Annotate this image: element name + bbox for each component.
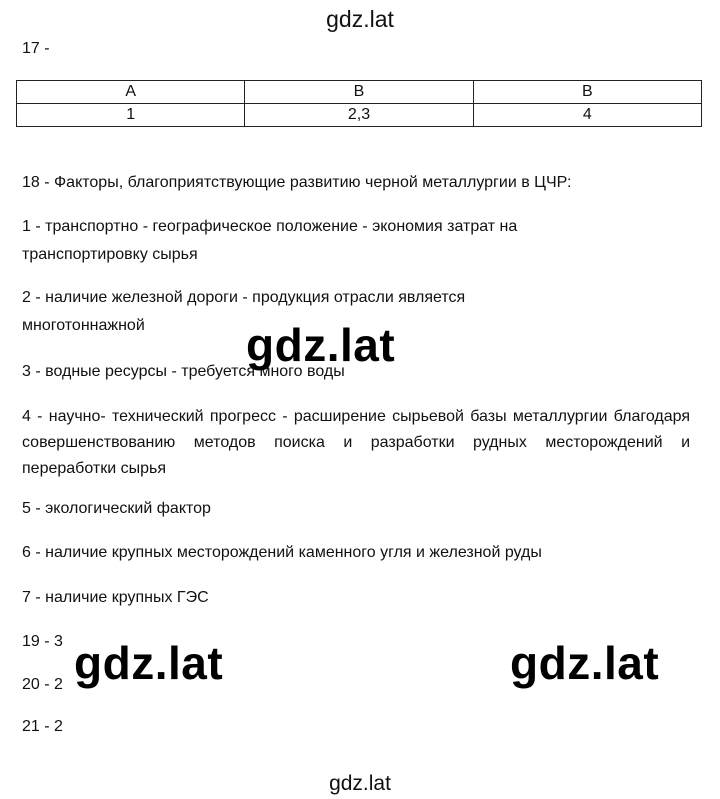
answer-19: 19 - 3 [22,633,63,650]
answer-table-17 [16,80,702,127]
factor-item-7: 7 - наличие крупных ГЭС [22,589,209,606]
answer-21: 21 - 2 [22,718,63,735]
watermark-top: gdz.lat [326,6,394,32]
factor-item-1 [22,213,690,269]
table-header-row [17,81,702,104]
factor-item-5: 5 - экологический фактор [22,500,211,517]
table-header-cell: В [473,81,701,104]
table-row [17,104,702,127]
watermark-right: gdz.lat [510,637,660,689]
table-cell: 2,3 [245,104,473,127]
factor-line: многотоннажной [22,317,145,334]
watermark-bottom: gdz.lat [329,772,391,795]
factor-item-6: 6 - наличие крупных месторождений каменного угля и железной руды [22,544,542,561]
factor-line: 2 - наличие железной дороги - продукция отрасли является [22,289,466,306]
table-cell: 1 [17,104,245,127]
table-header-cell: А [17,81,245,104]
watermark-left: gdz.lat [74,637,224,689]
factor-line: транспортировку сырья [22,246,198,263]
answer-20: 20 - 2 [22,676,63,693]
factor-item-3: 3 - водные ресурсы - требуется много воды [22,363,345,380]
question-18-title: 18 - Факторы, благоприятствующие развитию черной металлургии в ЦЧР: [22,174,572,191]
factor-line: 1 - транспортно - географическое положение - экономия затрат на [22,218,518,235]
watermark-center: gdz.lat [246,319,396,371]
table-header-cell: В [245,81,473,104]
factor-item-4: 4 - научно- технический прогресс - расширение сырьевой базы металлургии благодаря совершенствованию методов поиска и разработки рудных месторождений и переработки сырья [22,408,690,477]
question-17-label: 17 - [22,40,50,57]
table-cell: 4 [473,104,701,127]
